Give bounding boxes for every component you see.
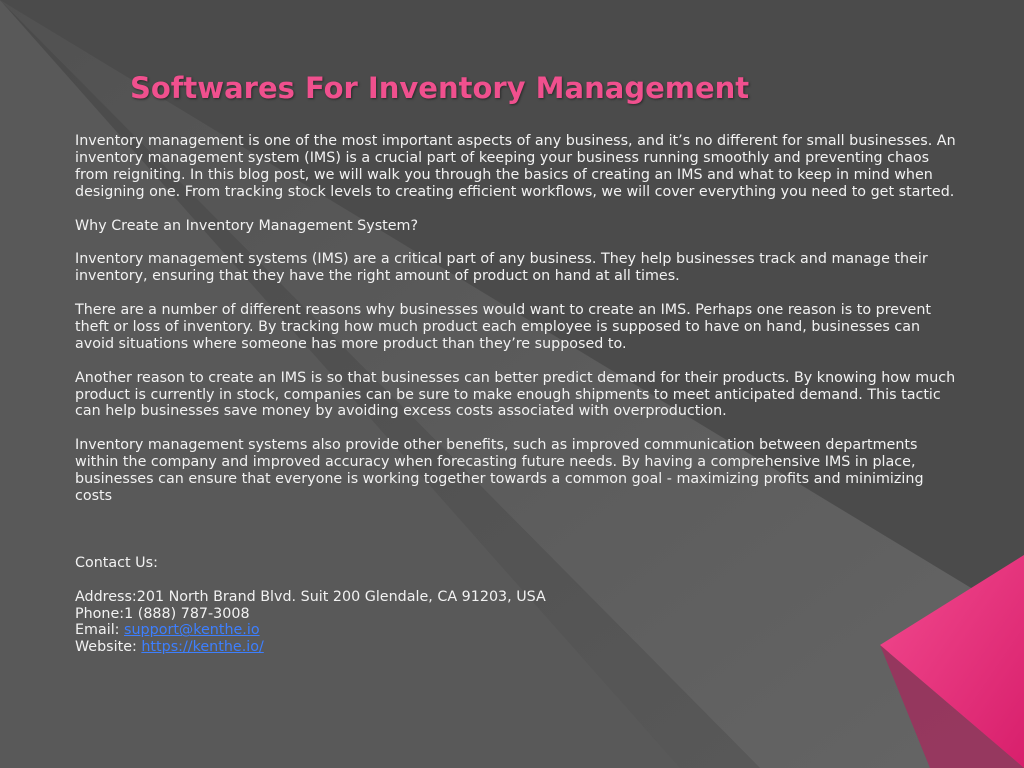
- contact-phone: Phone:1 (888) 787-3008: [75, 605, 250, 622]
- contact-website-line: [75, 639, 960, 656]
- website-link[interactable]: https://kenthe.io/: [141, 639, 264, 656]
- body-paragraph: Inventory management systems also provide other benefits, such as improved communication between departments within the company and improved accuracy when forecasting future needs. By having a comprehensive IMS in place, businesses can ensure that everyone is working together towards a common goal - maximizing profits and minimizing costs: [75, 437, 924, 504]
- email-link[interactable]: support@kenthe.io: [124, 622, 260, 639]
- slide-body: [75, 133, 960, 656]
- email-label: Email:: [75, 622, 125, 639]
- slide-title: Softwares For Inventory Management: [130, 71, 750, 105]
- contact-heading: Contact Us:: [75, 554, 158, 571]
- body-paragraph: Inventory management systems (IMS) are a critical part of any business. They help businesses track and manage their inventory, ensuring that they have the right amount of product on hand at all times.: [75, 251, 928, 285]
- contact-details: [75, 589, 960, 657]
- body-paragraph: There are a number of different reasons why businesses would want to create an IMS. Perhaps one reason is to prevent theft or loss of inventory. By tracking how much product each employee is supposed to have on hand, businesses can avoid situations where someone has more product than they’re supposed to.: [75, 302, 932, 352]
- section-heading: Why Create an Inventory Management System?: [75, 217, 419, 234]
- contact-address: Address:201 North Brand Blvd. Suit 200 Glendale, CA 91203, USA: [75, 588, 546, 605]
- website-label: Website:: [75, 639, 142, 656]
- contact-email-line: [75, 622, 960, 639]
- intro-paragraph: Inventory management is one of the most important aspects of any business, and it’s no different for small businesses. An inventory management system (IMS) is a crucial part of keeping your business running smoothly and preventing chaos from reigniting. In this blog post, we will walk you through the basics of creating an IMS and what to keep in mind when designing one. From tracking stock levels to creating efficient workflows, we will cover everything you need to get started.: [75, 133, 956, 200]
- body-paragraph: Another reason to create an IMS is so that businesses can better predict demand for their products. By knowing how much product is currently in stock, companies can be sure to make enough shipments to meet anticipated demand. This tactic can help businesses save money by avoiding excess costs associated with overproduction.: [75, 369, 956, 420]
